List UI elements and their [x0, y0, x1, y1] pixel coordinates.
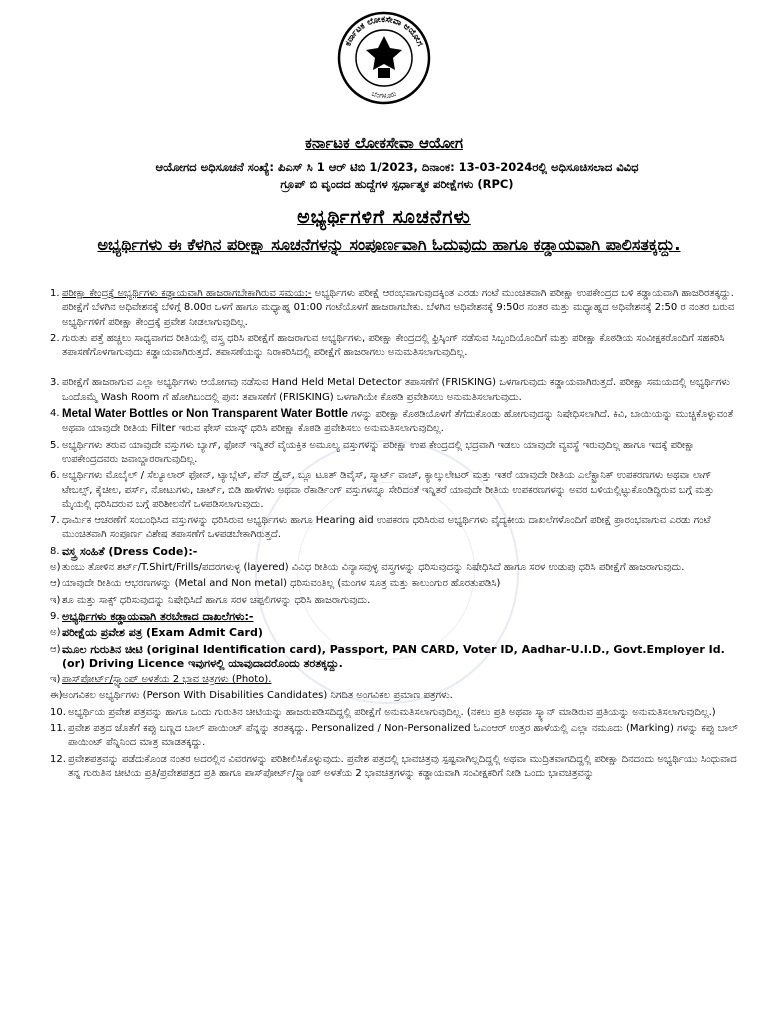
item-lead: Metal Water Bottles or Non Transparent Water Bottle	[62, 408, 349, 421]
item-text: ಗುರುತು ಪತ್ತೆ ಹಚ್ಚಲು ಸಾಧ್ಯವಾಗದ ರೀತಿಯಲ್ಲಿ ವಸ್ತ್ರ ಧರಿಸಿ ಪರೀಕ್ಷೆಗೆ ಹಾಜರಾಗುವ ಅಭ್ಯರ್ಥಿಗಳು, ಪರೀಕ್ಷಾ ಕೇಂದ್ರದಲ್ಲಿ ಫ್ರಿಸ್ಕಿಂಗ್ ನಡೆಸುವ ಸಿಬ್ಬಂದಿಯೊಂದಿಗೆ ಮತ್ತು ಪರೀಕ್ಷಾ ಕೊಠಡಿಯ ಸಂವೀಕ್ಷಕರೊಂದಿಗೆ ಸಹಕರಿಸಿ ತಪಾಸಣೆಗೊಳಗಾಗುವುದು ಕಡ್ಡಾಯವಾಗಿರುತ್ತದೆ. ತಪಾಸಣೆಯನ್ನು ನಿರಾಕರಿಸಿದಲ್ಲಿ ಪರೀಕ್ಷೆಗೆ ಹಾಜರಾಗಲು ಅನುಮತಿಸಲಾಗುವುದಿಲ್ಲ.	[62, 332, 725, 359]
instructions-list	[50, 287, 742, 783]
item-text: ಅಭ್ಯರ್ಥಿಗಳು ಪರೀಕ್ಷೆ ಆರಂಭವಾಗುವುದಕ್ಕಿಂತ ಎರಡು ಗಂಟೆ ಮುಂಚಿತವಾಗಿ ಪರೀಕ್ಷಾ ಉಪಕೇಂದ್ರದ ಬಳಿ ಕಡ್ಡಾಯವಾಗಿ ಹಾಜರಿರತಕ್ಕದ್ದು. ಪರೀಕ್ಷೆಗೆ ಬೆಳಗಿನ ಅಧಿವೇಶನಕ್ಕೆ ಬೆಳಿಗ್ಗೆ 8.00ರ ಒಳಗೆ ಹಾಗೂ ಮಧ್ಯಾಹ್ನ 01:00 ಗಂಟೆಯೊಳಗೆ ಹಾಜರಾಗಬೇಕು. ಬೆಳಗಿನ ಅಧಿವೇಶನಕ್ಕೆ 9:50ರ ನಂತರ ಮತ್ತು ಮಧ್ಯಾಹ್ನದ ಅಧಿವೇಶನಕ್ಕೆ 2:50 ರ ನಂತರ ಬರುವ ಅಭ್ಯರ್ಥಿಗಳಿಗೆ ಪರೀಕ್ಷಾ ಕೇಂದ್ರಕ್ಕೆ ಪ್ರವೇಶ ನೀಡಲಾಗುವುದಿಲ್ಲ.	[62, 288, 735, 328]
document-title: ಕರ್ನಾಟಕ ಲೋಕಸೇವಾ ಆಯೋಗ	[305, 134, 463, 152]
dress-code-item: ಆ) ಯಾವುದೇ ರೀತಿಯ ಆಭರಣಗಳನ್ನು (Metal and Non metal) ಧರಿಸುವಂತಿಲ್ಲ (ಮಂಗಳ ಸೂತ್ರ ಮತ್ತು ಕಾಲುಂಗುರ ಹೊರತುಪಡಿಸಿ)	[50, 578, 501, 590]
item-text: ಗಳನ್ನು ಪರೀಕ್ಷಾ ಕೊಠಡಿಯೊಳಗೆ ತೆಗೆದುಕೊಂಡು ಹೋಗುವುದನ್ನು ನಿಷೇಧಿಸಲಾಗಿದೆ. ಕಿವಿ, ಬಾಯಿಯನ್ನು ಮುಚ್ಚಿಕೊಳ್ಳುವಂತೆ ಅಥವಾ ಯಾವುದೇ ರೀತಿಯ Filter ಇರುವ ಫೇಸ್ ಮಾಸ್ಕ್ ಧರಿಸಿ ಪರೀಕ್ಷಾ ಕೊಠಡಿ ಪ್ರವೇಶಿಸಲು ಅನುಮತಿಸಲಾಗುವುದಿಲ್ಲ.	[62, 409, 734, 435]
dress-code-item: ಇ) ಶೂ ಮತ್ತು ಸಾಕ್ಸ್ ಧರಿಸುವುದನ್ನು ನಿಷೇಧಿಸಿದೆ ಹಾಗೂ ಸರಳ ಚಪ್ಪಲಿಗಳನ್ನು ಧರಿಸಿ ಹಾಜರಾಗುವುದು.	[50, 594, 371, 606]
seal-text-bottom: ಬೆಂಗಳೂರು	[370, 89, 398, 101]
documents-heading: 9. ಅಭ್ಯರ್ಥಿಗಳು ಕಡ್ಡಾಯವಾಗಿ ತರಬೇಕಾದ ದಾಖಲೆಗಳು:-	[50, 609, 254, 623]
list-item: 10. ಅಭ್ಯರ್ಥಿಯ ಪ್ರವೇಶ ಪತ್ರವನ್ನು ಹಾಗೂ ಒಂದು ಗುರುತಿನ ಚೀಟಿಯನ್ನು ಹಾಜರುಪಡಿಸದಿದ್ದಲ್ಲಿ ಪರೀಕ್ಷೆಗೆ ಅನುಮತಿಸಲಾಗುವುದಿಲ್ಲ. (ನಕಲು ಪ್ರತಿ ಅಥವಾ ಸ್ಕ್ಯಾನ್ ಮಾಡಿರುವ ಪ್ರತಿಯನ್ನು ಅನುಮತಿಸಲಾಗುವುದಿಲ್ಲ.)	[50, 706, 716, 718]
notification-line	[52, 159, 742, 193]
list-item: 3. ಪರೀಕ್ಷೆಗೆ ಹಾಜರಾಗುವ ಎಲ್ಲಾ ಅಭ್ಯರ್ಥಿಗಳು ಆಯೋಗವು ನಡೆಸುವ Hand Held Metal Detector ತಪಾಸಣೆಗೆ (FRISKING) ಒಳಗಾಗುವುದು ಕಡ್ಡಾಯವಾಗಿರುತ್ತದೆ. ಪರೀಕ್ಷಾ ಸಮಯದಲ್ಲಿ ಅಭ್ಯರ್ಥಿಗಳು ಒಂದೊಮ್ಮೆ Wash Room ಗೆ ಹೋಗಿಬಂದಲ್ಲಿ ಪುನ: ತಪಾಸಣೆಗೆ (FRISKING) ಒಳಗಾಗಿಯೇ ಕೊಠಡಿ ಪ್ರವೇಶಿಸಲು ಅನುಮತಿಸಲಾಗುವುದು.	[50, 376, 742, 405]
item-text: ಪರೀಕ್ಷೆಗೆ ಹಾಜರಾಗುವ ಎಲ್ಲಾ ಅಭ್ಯರ್ಥಿಗಳು ಆಯೋಗವು ನಡೆಸುವ Hand Held Metal Detector ತಪಾಸಣೆಗೆ (FRISKING) ಒಳಗಾಗುವುದು ಕಡ್ಡಾಯವಾಗಿರುತ್ತದೆ. ಪರೀಕ್ಷಾ ಸಮಯದಲ್ಲಿ ಅಭ್ಯರ್ಥಿಗಳು ಒಂದೊಮ್ಮೆ Wash Room ಗೆ ಹೋಗಿಬಂದಲ್ಲಿ ಪುನ: ತಪಾಸಣೆಗೆ (FRISKING) ಒಳಗಾಗಿಯೇ ಕೊಠಡಿ ಪ್ರವೇಶಿಸಲು ಅನುಮತಿಸಲಾಗುವುದು.	[62, 377, 730, 403]
svg-text:ಬೆಂಗಳೂರು	[371, 90, 398, 101]
document-item: ಇ) ಪಾಸ್‌ಪೋರ್ಟ್/ಸ್ಟ್ಯಾಂಪ್ ಅಳತೆಯ 2 ಭಾವ ಚಿತ್ರಗಳು (Photo).	[50, 674, 272, 686]
list-item: 1. ಪರೀಕ್ಷಾ ಕೇಂದ್ರಕ್ಕೆ ಅಭ್ಯರ್ಥಿಗಳು ಕಡ್ಡಾಯವಾಗಿ ಹಾಜರಾಗಬೇಕಾಗಿರುವ ಸಮಯ:- ಅಭ್ಯರ್ಥಿಗಳು ಪರೀಕ್ಷೆ ಆರಂಭವಾಗುವುದಕ್ಕಿಂತ ಎರಡು ಗಂಟೆ ಮುಂಚಿತವಾಗಿ ಪರೀಕ್ಷಾ ಉಪಕೇಂದ್ರದ ಬಳಿ ಕಡ್ಡಾಯವಾಗಿ ಹಾಜರಿರತಕ್ಕದ್ದು. ಪರೀಕ್ಷೆಗೆ ಬೆಳಗಿನ ಅಧಿವೇಶನಕ್ಕೆ ಬೆಳಿಗ್ಗೆ 8.00ರ ಒಳಗೆ ಹಾಗೂ ಮಧ್ಯಾಹ್ನ 01:00 ಗಂಟೆಯೊಳಗೆ ಹಾಜರಾಗಬೇಕು. ಬೆಳಗಿನ ಅಧಿವೇಶನಕ್ಕೆ 9:50ರ ನಂತರ ಮತ್ತು ಮಧ್ಯಾಹ್ನದ ಅಧಿವೇಶನಕ್ಕೆ 2:50 ರ ನಂತರ ಬರುವ ಅಭ್ಯರ್ಥಿಗಳಿಗೆ ಪರೀಕ್ಷಾ ಕೇಂದ್ರಕ್ಕೆ ಪ್ರವೇಶ ನೀಡಲಾಗುವುದಿಲ್ಲ.	[50, 288, 735, 328]
notification-line-2: ಗ್ರೂಪ್ ಬಿ ವೃಂದದ ಹುದ್ದೆಗಳ ಸ್ಪರ್ಧಾತ್ಮಕ ಪರೀಕ್ಷೆಗಳು (RPC)	[280, 177, 514, 191]
item-lead: ಪರೀಕ್ಷಾ ಕೇಂದ್ರಕ್ಕೆ ಅಭ್ಯರ್ಥಿಗಳು ಕಡ್ಡಾಯವಾಗಿ ಹಾಜರಾಗಬೇಕಾಗಿರುವ ಸಮಯ:-	[62, 288, 312, 299]
list-item: 11. ಪ್ರವೇಶ ಪತ್ರದ ಜೊತೆಗೆ ಕಪ್ಪು ಬಣ್ಣದ ಬಾಲ್ ಪಾಯಿಂಟ್ ಪೆನ್ನನ್ನು ತರತಕ್ಕದ್ದು. Personalized / Non-Personalized ಓಎಂಆರ್ ಉತ್ತರ ಹಾಳೆಯಲ್ಲಿ ಎಲ್ಲಾ ನಮೂದು (Marking) ಗಳನ್ನು ಕಪ್ಪು ಬಾಲ್ ಪಾಯಿಂಟ್ ಪೆನ್ನಿನಿಂದ ಮಾತ್ರ ಮಾಡತಕ್ಕದ್ದು.	[50, 723, 738, 749]
list-item: 5. ಅಭ್ಯರ್ಥಿಗಳು ತರುವ ಯಾವುದೇ ವಸ್ತುಗಳು ಬ್ಯಾಗ್, ಫೋನ್ ಇನ್ನಿತರೆ ವೈಯಕ್ತಿಕ ಅಮೂಲ್ಯ ವಸ್ತುಗಳನ್ನು ಪರೀಕ್ಷಾ ಉಪ ಕೇಂದ್ರದಲ್ಲಿ ಭದ್ರವಾಗಿ ಇಡಲು ಯಾವುದೇ ವ್ಯವಸ್ಥೆ ಇರುವುದಿಲ್ಲ ಹಾಗೂ ಇದಕ್ಕೆ ಪರೀಕ್ಷಾ ಉಪಕೇಂದ್ರದವರು ಜವಾಬ್ದಾರರಾಗುವುದಿಲ್ಲ.	[50, 439, 742, 468]
document-item: ಈ) ಅಂಗವಿಕಲ ಅಭ್ಯರ್ಥಿಗಳು (Person With Disabilities Candidates) ನಿಗದಿತ ಅಂಗವಿಕಲ ಪ್ರಮಾಣ ಪತ್ರಗಳು.	[50, 690, 453, 702]
list-item: 12. ಪ್ರವೇಶಪತ್ರವನ್ನು ಪಡೆದುಕೊಂಡ ನಂತರ ಅದರಲ್ಲಿನ ವಿವರಗಳನ್ನು ಪರಿಶೀಲಿಸಿಕೊಳ್ಳುವುದು. ಪ್ರವೇಶ ಪತ್ರದಲ್ಲಿ ಭಾವಚಿತ್ರವು ಸ್ಪಷ್ಟವಾಗಿಲ್ಲದಿದ್ದಲ್ಲಿ ಅಥವಾ ಮುದ್ರಿತವಾಗದಿದ್ದಲ್ಲಿ ಪರೀಕ್ಷಾ ದಿನದಂದು ಅಭ್ಯರ್ಥಿಯು ಸಿಂಧುವಾದ ತನ್ನ ಗುರುತಿನ ಚೀಟಿಯ ಪ್ರತಿ/ಪ್ರವೇಶಪತ್ರದ ಪ್ರತಿ ಹಾಗೂ ಪಾಸ್‌ಪೋರ್ಟ್/ಸ್ಟ್ಯಾಂಪ್ ಅಳತೆಯ 2 ಭಾವಚಿತ್ರಗಳನ್ನು ಕಡ್ಡಾಯವಾಗಿ ಸಂವೀಕ್ಷಕರಿಗೆ ನೀಡಿ ಒಂದು ಭಾವಚಿತ್ರವನ್ನು	[50, 753, 737, 779]
notification-line-1: ಆಯೋಗದ ಅಧಿಸೂಚನೆ ಸಂಖ್ಯೆ: ಪಿಎಸ್ ಸಿ 1 ಆರ್ ಟಿಬಿ 1/2023, ದಿನಾಂಕ: 13-03-2024ರಲ್ಲಿ ಅಧಿಸೂಚಿಸಲಾದ ವಿವಿಧ	[155, 160, 639, 174]
item-text: ಅಭ್ಯರ್ಥಿಗಳು ತರುವ ಯಾವುದೇ ವಸ್ತುಗಳು ಬ್ಯಾಗ್, ಫೋನ್ ಇನ್ನಿತರೆ ವೈಯಕ್ತಿಕ ಅಮೂಲ್ಯ ವಸ್ತುಗಳನ್ನು ಪರೀಕ್ಷಾ ಉಪ ಕೇಂದ್ರದಲ್ಲಿ ಭದ್ರವಾಗಿ ಇಡಲು ಯಾವುದೇ ವ್ಯವಸ್ಥೆ ಇರುವುದಿಲ್ಲ ಹಾಗೂ ಇದಕ್ಕೆ ಪರೀಕ್ಷಾ ಉಪಕೇಂದ್ರದವರು ಜವಾಬ್ದಾರರಾಗುವುದಿಲ್ಲ.	[62, 439, 695, 465]
instructions-subheading: ಅಭ್ಯರ್ಥಿಗಳು ಈ ಕೆಳಗಿನ ಪರೀಕ್ಷಾ ಸೂಚನೆಗಳನ್ನು ಸಂಪೂರ್ಣವಾಗಿ ಓದುವುದು ಹಾಗೂ ಕಡ್ಡಾಯವಾಗಿ ಪಾಲಿಸತಕ್ಕದ್ದು.	[97, 235, 681, 254]
document-item: ಅ) ಪರೀಕ್ಷೆಯ ಪ್ರವೇಶ ಪತ್ರ (Exam Admit Card)	[50, 626, 263, 640]
seal-text-top: ಕರ್ನಾಟಕ ಲೋಕಸೇವಾ ಆಯೋಗ	[343, 14, 425, 48]
instructions-heading: ಅಭ್ಯರ್ಥಿಗಳಿಗೆ ಸೂಚನೆಗಳು	[297, 206, 471, 228]
list-item: 2. ಗುರುತು ಪತ್ತೆ ಹಚ್ಚಲು ಸಾಧ್ಯವಾಗದ ರೀತಿಯಲ್ಲಿ ವಸ್ತ್ರ ಧರಿಸಿ ಪರೀಕ್ಷೆಗೆ ಹಾಜರಾಗುವ ಅಭ್ಯರ್ಥಿಗಳು, ಪರೀಕ್ಷಾ ಕೇಂದ್ರದಲ್ಲಿ ಫ್ರಿಸ್ಕಿಂಗ್ ನಡೆಸುವ ಸಿಬ್ಬಂದಿಯೊಂದಿಗೆ ಮತ್ತು ಪರೀಕ್ಷಾ ಕೊಠಡಿಯ ಸಂವೀಕ್ಷಕರೊಂದಿಗೆ ಸಹಕರಿಸಿ ತಪಾಸಣೆಗೊಳಗಾಗುವುದು ಕಡ್ಡಾಯವಾಗಿರುತ್ತದೆ. ತಪಾಸಣೆಯನ್ನು ನಿರಾಕರಿಸಿದಲ್ಲಿ ಪರೀಕ್ಷೆಗೆ ಹಾಜರಾಗಲು ಅನುಮತಿಸಲಾಗುವುದಿಲ್ಲ.	[50, 332, 742, 361]
dress-code-heading: 8. ವಸ್ತ್ರ ಸಂಹಿತೆ (Dress Code):-	[50, 544, 198, 558]
list-item: 7. ಧಾರ್ಮಿಕ ಆಚರಣೆಗೆ ಸಂಬಂಧಿಸಿದ ವಸ್ತುಗಳನ್ನು ಧರಿಸಿರುವ ಅಭ್ಯರ್ಥಿಗಳು ಹಾಗೂ Hearing aid ಉಪಕರಣ ಧರಿಸಿರುವ ಅಭ್ಯರ್ಥಿಗಳು ವೈದ್ಯಕೀಯ ದಾಖಲೆಗಳೊಂದಿಗೆ ಪರೀಕ್ಷೆ ಪ್ರಾರಂಭವಾಗುವ ಎರಡು ಗಂಟೆ ಮುಂಚಿತವಾಗಿ ಸಂಪೂರ್ಣ ವಿಶೇಷ ತಪಾಸಣೆಗೆ ಒಳಪಡಬೇಕಾಗಿರುತ್ತದೆ.	[50, 514, 742, 543]
kpsc-seal	[334, 6, 434, 116]
document-item: ಆ) ಮೂಲ ಗುರುತಿನ ಚೀಟಿ (original Identification card), Passport, PAN CARD, Voter ID, Aadhar-U.I.D., Govt.Employer Id. (or) Driving Licence ಇವುಗಳಲ್ಲಿ ಯಾವುದಾದರೊಂದು ತರತಕ್ಕದ್ದು.	[50, 642, 725, 670]
item-text: ಧಾರ್ಮಿಕ ಆಚರಣೆಗೆ ಸಂಬಂಧಿಸಿದ ವಸ್ತುಗಳನ್ನು ಧರಿಸಿರುವ ಅಭ್ಯರ್ಥಿಗಳು ಹಾಗೂ Hearing aid ಉಪಕರಣ ಧರಿಸಿರುವ ಅಭ್ಯರ್ಥಿಗಳು ವೈದ್ಯಕೀಯ ದಾಖಲೆಗಳೊಂದಿಗೆ ಪರೀಕ್ಷೆ ಪ್ರಾರಂಭವಾಗುವ ಎರಡು ಗಂಟೆ ಮುಂಚಿತವಾಗಿ ಸಂಪೂರ್ಣ ವಿಶೇಷ ತಪಾಸಣೆಗೆ ಒಳಪಡಬೇಕಾಗಿರುತ್ತದೆ.	[62, 515, 711, 541]
item-text: ಅಭ್ಯರ್ಥಿಗಳು ಮೊಬೈಲ್ / ಸೆಲ್ಯೂಲಾರ್ ಫೋನ್, ಟ್ಯಾಬ್ಲೆಟ್, ಪೆನ್ ಡ್ರೈವ್, ಬ್ಲೂ ಟೂತ್ ಡಿವೈಸ್, ಸ್ಮಾರ್ಟ್ ವಾಚ್, ಕ್ಯಾಲ್ಕುಲೇಟರ್ ಮತ್ತು ಇತರೆ ಯಾವುದೇ ರೀತಿಯ ಎಲೆಕ್ಟ್ರಾನಿಕ್ ಉಪಕರಣಗಳು ಅಥವಾ ಲಾಗ್ ಟೇಬಲ್ಸ್, ಕೈಚೀಲ, ಪರ್ಸ್, ನೋಟುಗಳು, ಚಾರ್ಟ್, ಬಿಡಿ ಹಾಳೆಗಳು ಅಥವಾ ರೆಕಾರ್ಡಿಂಗ್ ವಸ್ತುಗಳನ್ನೂ ಸೇರಿದಂತೆ ಇನ್ನಿತರೆ ಯಾವುದೇ ರೀತಿಯ ಉಪಕರಣಗಳನ್ನು ಅವರ ಬಳಿಯಲ್ಲಿಟ್ಟುಕೊಂಡಿದ್ದಿರುವ ಬಗ್ಗೆ ಮತ್ತು ಮೈಯಲ್ಲಿ ಧರಿಸಿದರುವ ಬಗ್ಗೆ ಪರಿಶೀಲನೆಗೆ ಒಳಪಡಿಸಲಾಗುವುದು.	[62, 470, 715, 510]
list-item: 6. ಅಭ್ಯರ್ಥಿಗಳು ಮೊಬೈಲ್ / ಸೆಲ್ಯೂಲಾರ್ ಫೋನ್, ಟ್ಯಾಬ್ಲೆಟ್, ಪೆನ್ ಡ್ರೈವ್, ಬ್ಲೂ ಟೂತ್ ಡಿವೈಸ್, ಸ್ಮಾರ್ಟ್ ವಾಚ್, ಕ್ಯಾಲ್ಕುಲೇಟರ್ ಮತ್ತು ಇತರೆ ಯಾವುದೇ ರೀತಿಯ ಎಲೆಕ್ಟ್ರಾನಿಕ್ ಉಪಕರಣಗಳು ಅಥವಾ ಲಾಗ್ ಟೇಬಲ್ಸ್, ಕೈಚೀಲ, ಪರ್ಸ್, ನೋಟುಗಳು, ಚಾರ್ಟ್, ಬಿಡಿ ಹಾಳೆಗಳು ಅಥವಾ ರೆಕಾರ್ಡಿಂಗ್ ವಸ್ತುಗಳನ್ನೂ ಸೇರಿದಂತೆ ಇನ್ನಿತರೆ ಯಾವುದೇ ರೀತಿಯ ಉಪಕರಣಗಳನ್ನು ಅವರ ಬಳಿಯಲ್ಲಿಟ್ಟುಕೊಂಡಿದ್ದಿರುವ ಬಗ್ಗೆ ಮತ್ತು ಮೈಯಲ್ಲಿ ಧರಿಸಿದರುವ ಬಗ್ಗೆ ಪರಿಶೀಲನೆಗೆ ಒಳಪಡಿಸಲಾಗುವುದು.	[50, 469, 742, 512]
list-item: 4. Metal Water Bottles or Non Transparent Water Bottle ಗಳನ್ನು ಪರೀಕ್ಷಾ ಕೊಠಡಿಯೊಳಗೆ ತೆಗೆದುಕೊಂಡು ಹೋಗುವುದನ್ನು ನಿಷೇಧಿಸಲಾಗಿದೆ. ಕಿವಿ, ಬಾಯಿಯನ್ನು ಮುಚ್ಚಿಕೊಳ್ಳುವಂತೆ ಅಥವಾ ಯಾವುದೇ ರೀತಿಯ Filter ಇರುವ ಫೇಸ್ ಮಾಸ್ಕ್ ಧರಿಸಿ ಪರೀಕ್ಷಾ ಕೊಠಡಿ ಪ್ರವೇಶಿಸಲು ಅನುಮತಿಸಲಾಗುವುದಿಲ್ಲ.	[50, 408, 734, 435]
dress-code-item: ಅ) ತುಂಬು ತೋಳಿನ ಶರ್ಟ್/T.Shirt/Frills/ಪದರಗಳುಳ್ಳ (layered) ವಿವಿಧ ರೀತಿಯ ವಿನ್ಯಾಸವುಳ್ಳ ವಸ್ತ್ರಗಳನ್ನು ಧರಿಸುವುದನ್ನು ನಿಷೇಧಿಸಿದೆ ಹಾಗೂ ಸರಳ ಉಡುಪು ಧರಿಸಿ ಪರೀಕ್ಷೆಗೆ ಹಾಜರಾಗುವುದು.	[50, 562, 685, 574]
